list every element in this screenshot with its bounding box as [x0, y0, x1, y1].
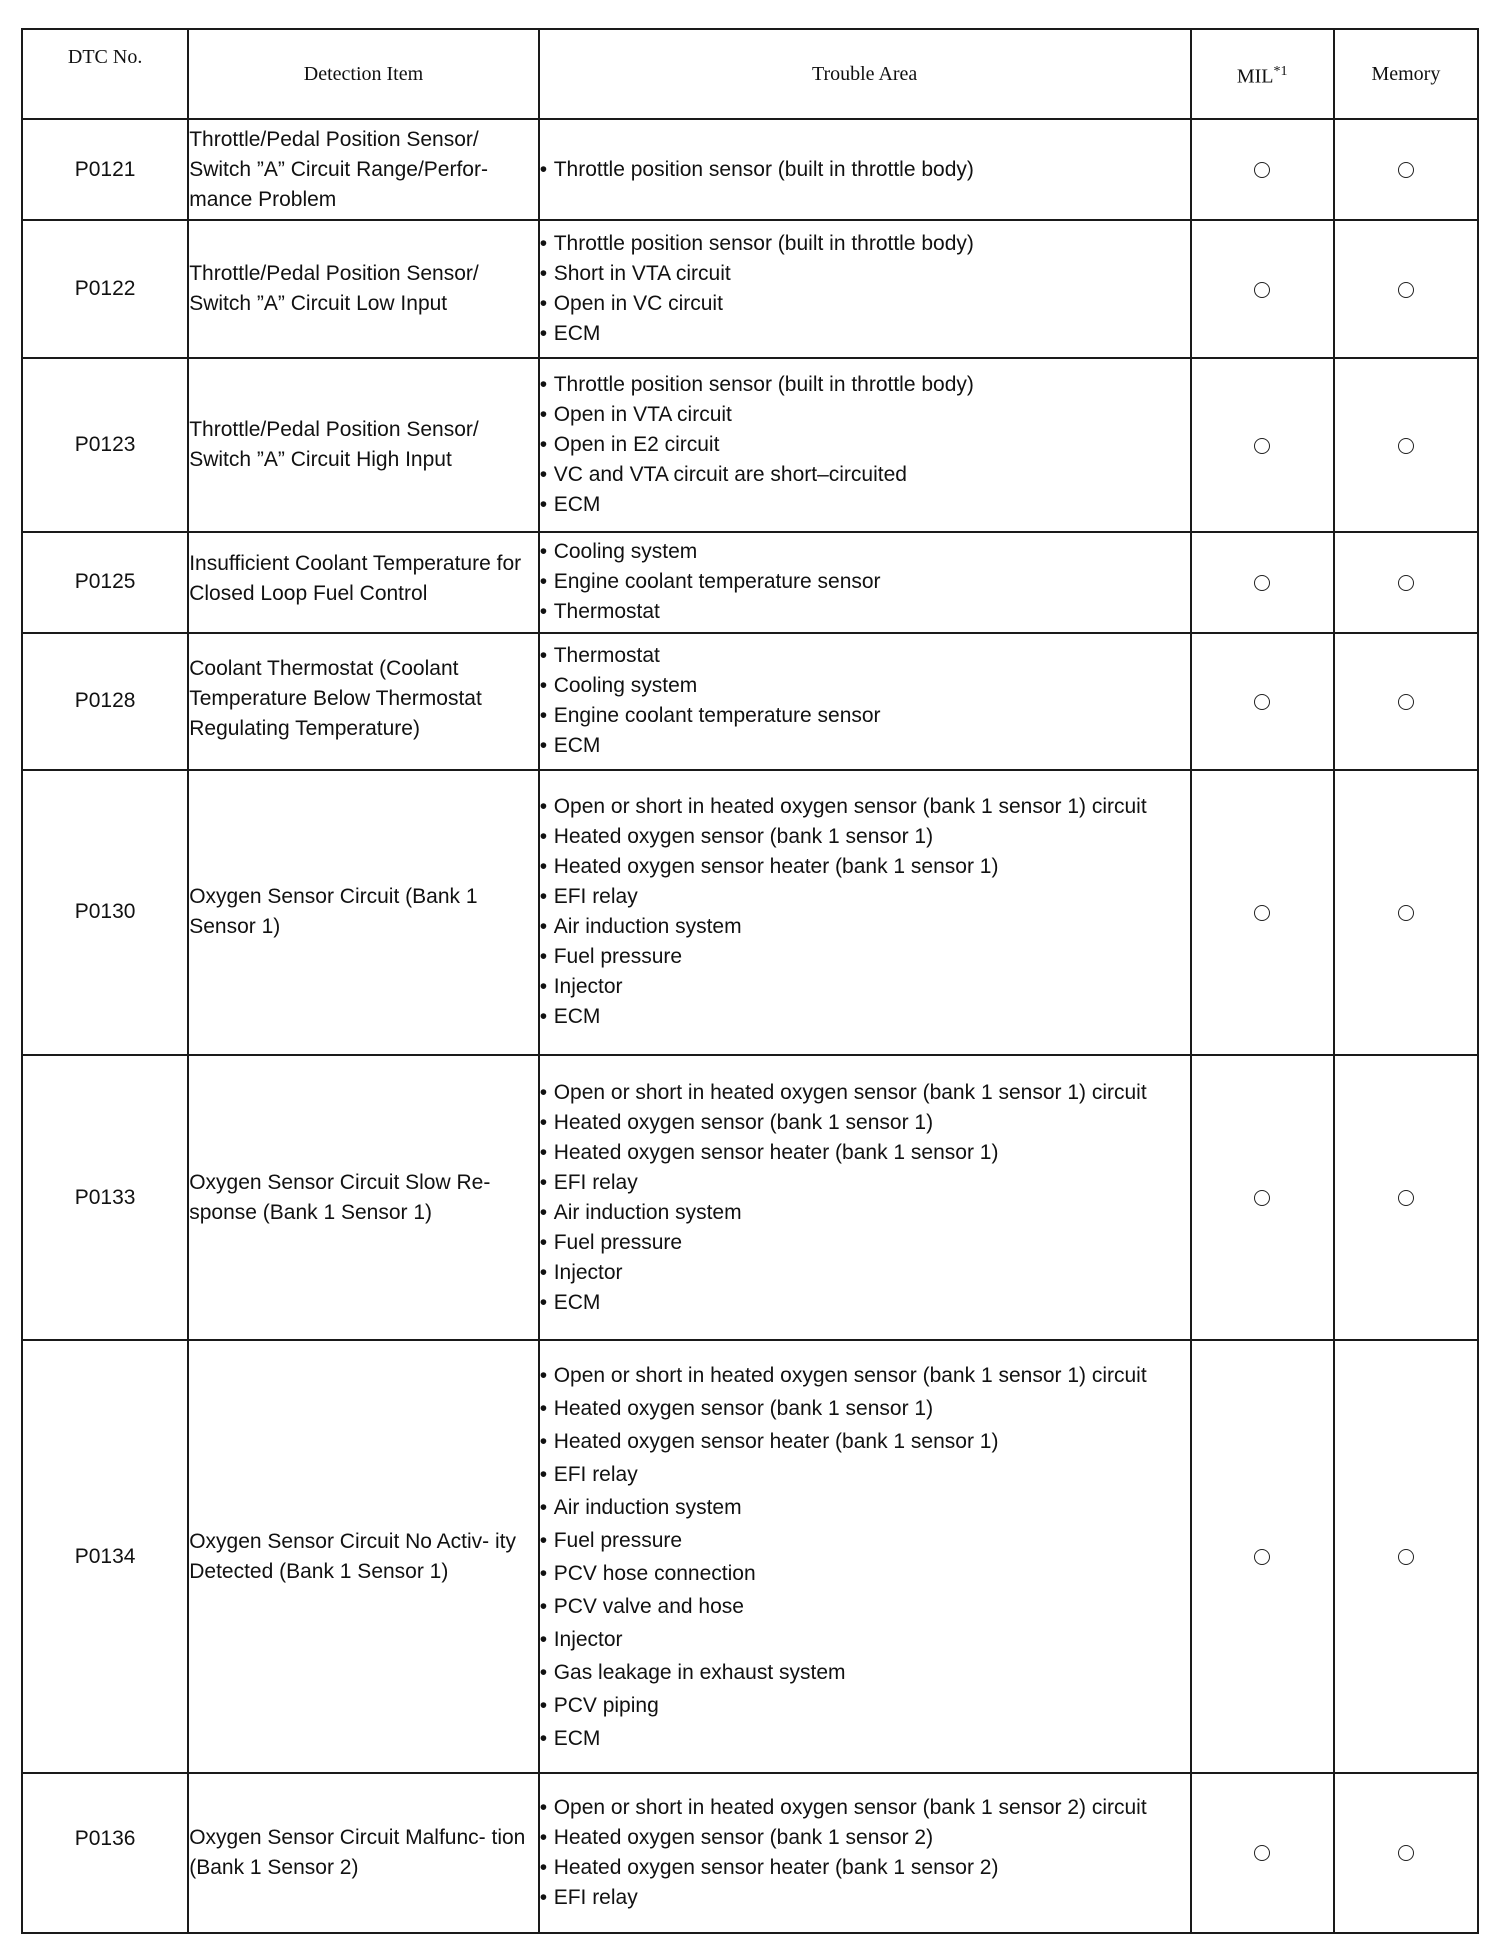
detection-item: Oxygen Sensor Circuit (Bank 1 Sensor 1) [188, 770, 538, 1055]
trouble-area-item: • Air induction system [540, 1491, 1190, 1524]
trouble-area-list [540, 1793, 1190, 1913]
table-row [22, 358, 1478, 532]
table-row [22, 220, 1478, 358]
trouble-area-item: • Cooling system [540, 671, 1190, 701]
mil-cell [1191, 532, 1334, 632]
detection-item: Oxygen Sensor Circuit Slow Re- sponse (Bank 1 Sensor 1) [188, 1055, 538, 1340]
mil-cell [1191, 358, 1334, 532]
trouble-area-item: • Fuel pressure [540, 1228, 1190, 1258]
dtc-code: P0122 [22, 220, 188, 358]
circle-mark-icon [1398, 1190, 1414, 1206]
trouble-area [539, 770, 1191, 1055]
trouble-area-item: • PCV valve and hose [540, 1590, 1190, 1623]
dtc-code: P0123 [22, 358, 188, 532]
mil-cell [1191, 1055, 1334, 1340]
trouble-area-item: • ECM [540, 1288, 1190, 1318]
trouble-area-item: • Heated oxygen sensor heater (bank 1 sensor 2) [540, 1853, 1190, 1883]
circle-mark-icon [1254, 1190, 1270, 1206]
trouble-area-item: • ECM [540, 1722, 1190, 1755]
trouble-area-item: • EFI relay [540, 882, 1190, 912]
trouble-area [539, 1340, 1191, 1772]
trouble-area [539, 1773, 1191, 1933]
circle-mark-icon [1398, 162, 1414, 178]
trouble-area-item: • ECM [540, 490, 1190, 520]
circle-mark-icon [1398, 575, 1414, 591]
trouble-area [539, 532, 1191, 632]
detection-item: Oxygen Sensor Circuit No Activ- ity Detected (Bank 1 Sensor 1) [188, 1340, 538, 1772]
trouble-area-item: • Heated oxygen sensor heater (bank 1 sensor 1) [540, 852, 1190, 882]
memory-cell [1334, 1055, 1478, 1340]
mil-cell [1191, 770, 1334, 1055]
circle-mark-icon [1254, 1845, 1270, 1861]
detection-item: Throttle/Pedal Position Sensor/ Switch ”A” Circuit High Input [188, 358, 538, 532]
detection-item: Oxygen Sensor Circuit Malfunc- tion (Bank 1 Sensor 2) [188, 1773, 538, 1933]
trouble-area-item: • Open or short in heated oxygen sensor (bank 1 sensor 1) circuit [540, 1078, 1190, 1108]
trouble-area [539, 633, 1191, 770]
trouble-area-item: • Open in E2 circuit [540, 430, 1190, 460]
trouble-area-item: • Fuel pressure [540, 1524, 1190, 1557]
table-row [22, 633, 1478, 770]
circle-mark-icon [1254, 438, 1270, 454]
trouble-area-item: • EFI relay [540, 1883, 1190, 1913]
detection-item: Insufficient Coolant Temperature for Closed Loop Fuel Control [188, 532, 538, 632]
trouble-area [539, 358, 1191, 532]
trouble-area-item: • PCV piping [540, 1689, 1190, 1722]
mil-cell [1191, 1773, 1334, 1933]
trouble-area-item: • Heated oxygen sensor heater (bank 1 sensor 1) [540, 1138, 1190, 1168]
table-row [22, 1055, 1478, 1340]
trouble-area-list [540, 1078, 1190, 1318]
trouble-area-list [540, 370, 1190, 520]
circle-mark-icon [1254, 905, 1270, 921]
mil-cell [1191, 633, 1334, 770]
dtc-code: P0121 [22, 119, 188, 220]
circle-mark-icon [1398, 905, 1414, 921]
table-body [22, 119, 1478, 1933]
mil-cell [1191, 1340, 1334, 1772]
trouble-area-item: • Open in VC circuit [540, 289, 1190, 319]
trouble-area-item: • Cooling system [540, 537, 1190, 567]
table-row [22, 532, 1478, 632]
circle-mark-icon [1254, 694, 1270, 710]
trouble-area-item: • ECM [540, 1002, 1190, 1032]
header-dtc-no: DTC No. [22, 29, 188, 119]
trouble-area-item: • Throttle position sensor (built in throttle body) [540, 229, 1190, 259]
trouble-area-item: • Gas leakage in exhaust system [540, 1656, 1190, 1689]
trouble-area-item: • Open in VTA circuit [540, 400, 1190, 430]
memory-cell [1334, 1340, 1478, 1772]
trouble-area-item: • Thermostat [540, 641, 1190, 671]
header-row [22, 29, 1478, 119]
trouble-area-item: • Heated oxygen sensor (bank 1 sensor 1) [540, 1108, 1190, 1138]
trouble-area-list [540, 537, 1190, 627]
header-mil [1191, 29, 1334, 119]
circle-mark-icon [1398, 1845, 1414, 1861]
header-mil-label: MIL [1236, 65, 1274, 88]
table-row [22, 1340, 1478, 1772]
trouble-area-item: • Fuel pressure [540, 942, 1190, 972]
memory-cell [1334, 1773, 1478, 1933]
trouble-area [539, 1055, 1191, 1340]
trouble-area-item: • Short in VTA circuit [540, 259, 1190, 289]
trouble-area-item: • Injector [540, 972, 1190, 1002]
trouble-area-item: • Open or short in heated oxygen sensor (bank 1 sensor 1) circuit [540, 792, 1190, 822]
trouble-area-item: • Throttle position sensor (built in throttle body) [540, 155, 1190, 185]
mil-cell [1191, 220, 1334, 358]
trouble-area-item: • EFI relay [540, 1168, 1190, 1198]
trouble-area-item: • Air induction system [540, 912, 1190, 942]
table-row [22, 1773, 1478, 1933]
trouble-area-list [540, 641, 1190, 761]
trouble-area-list [540, 155, 1190, 185]
circle-mark-icon [1398, 694, 1414, 710]
trouble-area-item: • Heated oxygen sensor (bank 1 sensor 2) [540, 1823, 1190, 1853]
circle-mark-icon [1254, 575, 1270, 591]
detection-item: Throttle/Pedal Position Sensor/ Switch ”A” Circuit Range/Perfor- mance Problem [188, 119, 538, 220]
mil-cell [1191, 119, 1334, 220]
dtc-code: P0136 [22, 1773, 188, 1933]
dtc-code: P0133 [22, 1055, 188, 1340]
dtc-code: P0130 [22, 770, 188, 1055]
trouble-area-item: • ECM [540, 731, 1190, 761]
trouble-area-item: • EFI relay [540, 1458, 1190, 1491]
trouble-area-item: • Throttle position sensor (built in throttle body) [540, 370, 1190, 400]
circle-mark-icon [1254, 1549, 1270, 1565]
trouble-area [539, 220, 1191, 358]
trouble-area [539, 119, 1191, 220]
trouble-area-item: • VC and VTA circuit are short–circuited [540, 460, 1190, 490]
trouble-area-item: • Open or short in heated oxygen sensor (bank 1 sensor 2) circuit [540, 1793, 1190, 1823]
circle-mark-icon [1398, 438, 1414, 454]
trouble-area-item: • Engine coolant temperature sensor [540, 567, 1190, 597]
memory-cell [1334, 220, 1478, 358]
detection-item: Coolant Thermostat (Coolant Temperature Below Thermostat Regulating Temperature) [188, 633, 538, 770]
circle-mark-icon [1398, 282, 1414, 298]
dtc-code: P0125 [22, 532, 188, 632]
table-header [22, 29, 1478, 119]
header-detection-item: Detection Item [188, 29, 538, 119]
trouble-area-item: • Injector [540, 1623, 1190, 1656]
memory-cell [1334, 633, 1478, 770]
trouble-area-item: • Heated oxygen sensor (bank 1 sensor 1) [540, 822, 1190, 852]
trouble-area-item: • Engine coolant temperature sensor [540, 701, 1190, 731]
memory-cell [1334, 358, 1478, 532]
memory-cell [1334, 532, 1478, 632]
trouble-area-list [540, 792, 1190, 1032]
table-row [22, 770, 1478, 1055]
trouble-area-list [540, 229, 1190, 349]
table-row [22, 119, 1478, 220]
trouble-area-item: • Open or short in heated oxygen sensor (bank 1 sensor 1) circuit [540, 1359, 1190, 1392]
detection-item: Throttle/Pedal Position Sensor/ Switch ”A” Circuit Low Input [188, 220, 538, 358]
trouble-area-item: • Thermostat [540, 597, 1190, 627]
memory-cell [1334, 770, 1478, 1055]
trouble-area-item: • Heated oxygen sensor (bank 1 sensor 1) [540, 1392, 1190, 1425]
trouble-area-list [540, 1359, 1190, 1755]
header-memory: Memory [1334, 29, 1478, 119]
trouble-area-item: • Injector [540, 1258, 1190, 1288]
circle-mark-icon [1254, 282, 1270, 298]
circle-mark-icon [1254, 162, 1270, 178]
circle-mark-icon [1398, 1549, 1414, 1565]
header-trouble-area: Trouble Area [539, 29, 1191, 119]
trouble-area-item: • Heated oxygen sensor heater (bank 1 sensor 1) [540, 1425, 1190, 1458]
trouble-area-item: • ECM [540, 319, 1190, 349]
dtc-table [21, 28, 1479, 1934]
dtc-code: P0134 [22, 1340, 188, 1772]
memory-cell [1334, 119, 1478, 220]
trouble-area-item: • Air induction system [540, 1198, 1190, 1228]
dtc-code: P0128 [22, 633, 188, 770]
header-mil-footnote: *1 [1273, 63, 1288, 79]
trouble-area-item: • PCV hose connection [540, 1557, 1190, 1590]
